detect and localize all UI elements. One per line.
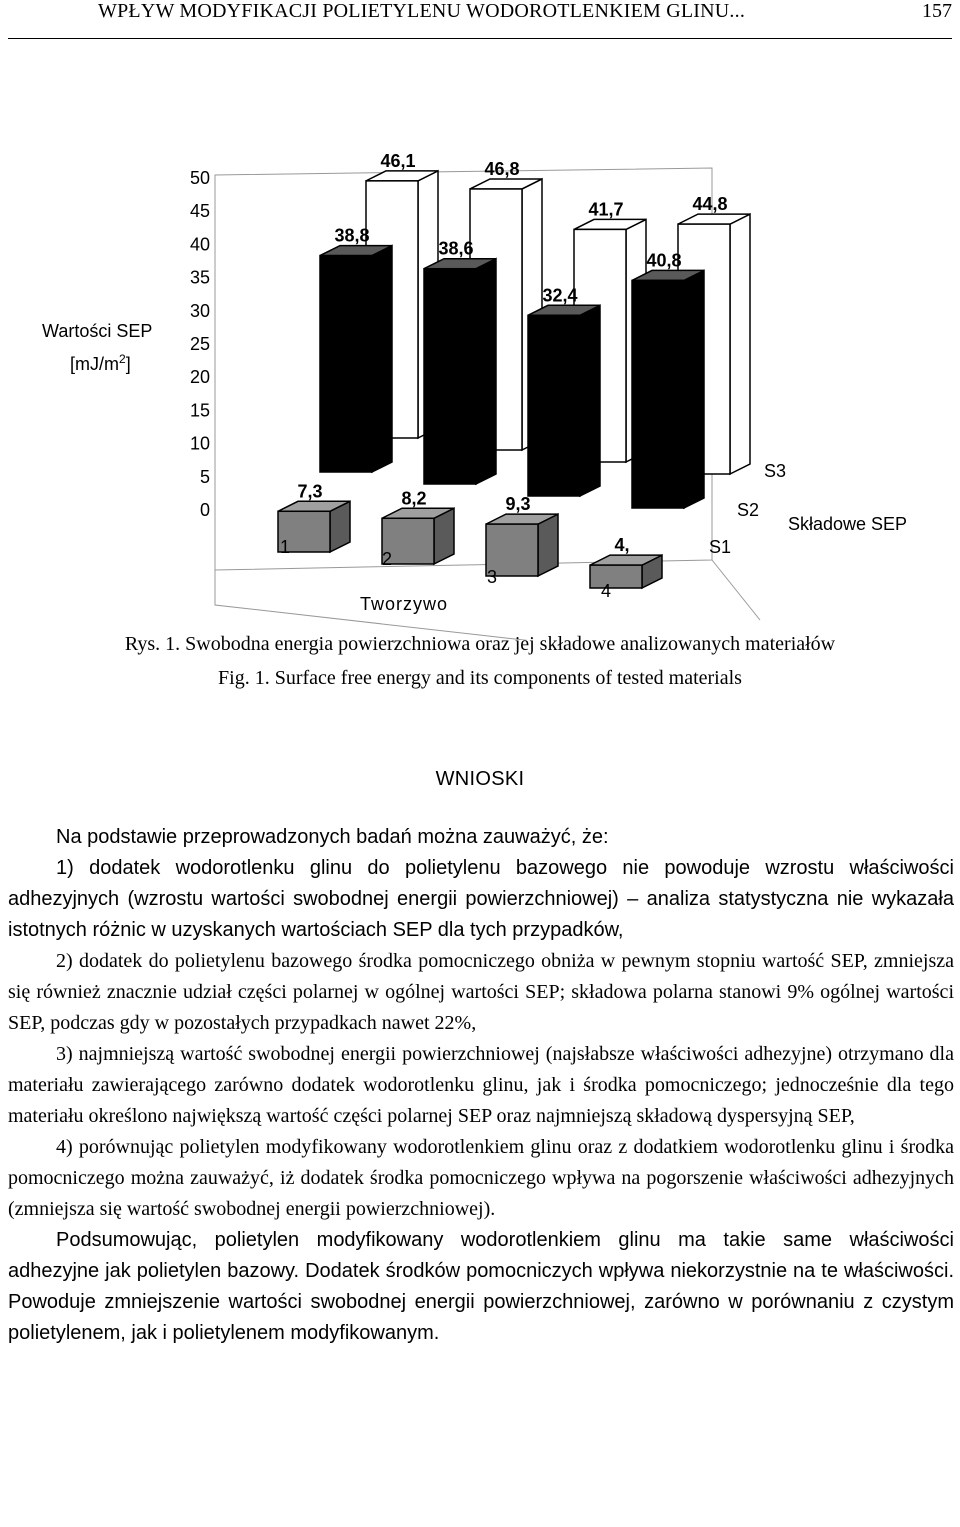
data-label-s1: 7,3 xyxy=(297,481,323,502)
category-tick-label: 3 xyxy=(486,567,498,587)
bar-s1-cat2 xyxy=(382,508,454,564)
series-tick-label: S1 xyxy=(708,537,732,557)
y-tick-label: 35 xyxy=(189,267,210,288)
y-tick-label: 20 xyxy=(189,367,210,388)
data-label-s3: 44,8 xyxy=(692,194,728,215)
y-tick-label: 25 xyxy=(189,334,210,354)
page-number: 157 xyxy=(922,0,952,22)
conclusions-intro: Na podstawie przeprowadzonych badań można zauważyć, że: xyxy=(56,826,609,848)
y-tick-label: 45 xyxy=(189,201,210,222)
bar-s2-cat1 xyxy=(320,246,392,472)
running-header xyxy=(0,0,960,40)
conclusions-body xyxy=(8,822,954,1349)
data-label-s2: 32,4 xyxy=(542,285,578,306)
series-tick-labels xyxy=(709,461,786,557)
figure-sep-chart xyxy=(0,100,960,640)
data-label-s3: 46,1 xyxy=(380,150,416,171)
conclusion-point-1: 1) dodatek wodorotlenku glinu do polietylenu bazowego nie powoduje wzrostu właściwości adhezyjnych (wzrostu wartości swobodnej energii powierzchniowej) – analiza statystyczna nie wykazała istotnych różnic w uzyskanych wartościach SEP dla tych przypadków, xyxy=(8,857,954,941)
category-tick-label: 4 xyxy=(600,581,612,601)
data-label-s2: 38,8 xyxy=(334,225,370,246)
series-tick-label: S2 xyxy=(736,500,760,520)
header-rule xyxy=(8,38,952,39)
conclusion-point-3: 3) najmniejszą wartość swobodnej energii powierzchniowej (najsłabsze właściwości adhezyjne) otrzymano dla materiału zawierającego zarówno dodatek wodorotlenku glinu, jak i środka pomocniczego; jednocześnie dla tego materiału określono największą wartość części polarnej SEP oraz najmniejszą składową dyspersyjną SEP, xyxy=(8,1043,954,1127)
y-tick-label: 5 xyxy=(199,466,210,487)
data-label-s1: 8,2 xyxy=(401,488,427,509)
category-tick-label: 1 xyxy=(279,537,291,557)
y-tick-labels xyxy=(190,168,210,520)
running-title: WPŁYW MODYFIKACJI POLIETYLENU WODOROTLENKIEM GLINU... xyxy=(98,0,746,22)
depth-axis-title: Składowe SEP xyxy=(788,514,908,534)
data-label-s3: 46,8 xyxy=(484,158,520,179)
data-label-s2: 40,8 xyxy=(646,250,682,271)
y-tick-label: 10 xyxy=(189,433,210,454)
data-label-s1: 9,3 xyxy=(505,494,531,515)
bar-s2-cat4 xyxy=(632,270,704,508)
section-title: WNIOSKI xyxy=(435,768,525,790)
figure-caption-en: Fig. 1. Surface free energy and its components of tested materials xyxy=(218,667,742,689)
y-axis-title-line2: $[mJ/m^2]$ xyxy=(70,352,131,374)
conclusion-point-4: 4) porównując polietylen modyfikowany wodorotlenkiem glinu oraz z dodatkiem wodorotlenku glinu i środka pomocniczego można zauważyć, iż dodatek środka pomocniczego wpływa na pogorszenie właściwości adhezyjnych (zmniejsza się wartość swobodnej energii powierzchniowej). xyxy=(8,1136,954,1220)
conclusions-summary: Podsumowując, polietylen modyfikowany wodorotlenkiem glinu ma takie same właściwości adhezyjne jak polietylen bazowy. Dodatek środków pomocniczych wpływa niekorzystnie na te właściwości. Powoduje zmniejszenie wartości swobodnej energii powierzchniowej, zarówno w porównaniu z czystym polietylenem, jak i polietylenem modyfikowanym. xyxy=(8,1229,954,1344)
data-label-s3: 41,7 xyxy=(588,199,624,220)
data-label-s1: 4, xyxy=(614,535,630,556)
bar-s2-cat3 xyxy=(528,305,600,496)
sep-3d-bar-chart xyxy=(0,100,960,640)
x-axis-title: Tworzywo xyxy=(360,594,449,614)
y-tick-label: 15 xyxy=(189,400,210,421)
bar-s2-cat2 xyxy=(424,259,496,484)
y-tick-label: 40 xyxy=(189,234,210,255)
y-axis-title-line1: Wartości SEP xyxy=(42,321,153,341)
conclusion-point-2: 2) dodatek do polietylenu bazowego środka pomocniczego obniża w pewnym stopniu wartość SEP, zmniejsza się również znacznie udział części polarnej w ogólnej wartości SEP; składowa polarna stanowi 9% ogólnej wartości SEP, podczas gdy w pozostałych przypadkach nawet 22%, xyxy=(8,950,954,1034)
series-tick-label: S3 xyxy=(763,461,787,481)
category-tick-label: 2 xyxy=(381,549,393,569)
figure-caption-pl: Rys. 1. Swobodna energia powierzchniowa oraz jej składowe analizowanych materiałów xyxy=(124,633,836,655)
y-tick-label: 50 xyxy=(189,168,210,188)
y-tick-label: 0 xyxy=(199,500,210,520)
data-label-s2: 38,6 xyxy=(438,238,474,259)
y-tick-label: 30 xyxy=(189,300,210,321)
